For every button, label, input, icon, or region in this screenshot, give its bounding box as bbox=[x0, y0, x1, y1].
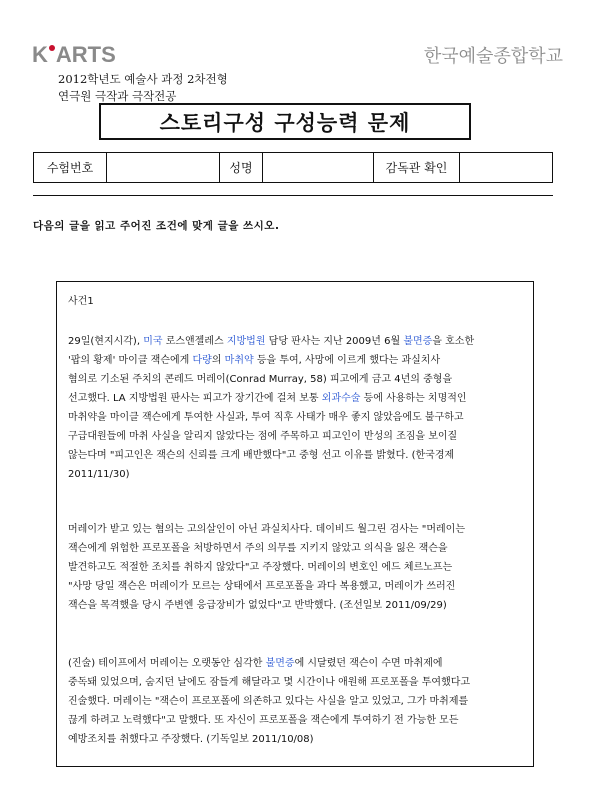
passage-line: "사망 당일 잭슨은 머레이가 모르는 상태에서 프로포폴을 과다 복용했고, 머레이가 쓰러진 bbox=[68, 581, 456, 592]
passage-line: '팝의 황제' 마이클 잭슨에게 다량의 마취약 등을 투여, 사망에 이르게 했다는 과실치사 bbox=[68, 355, 441, 366]
exam-description: 2012학년도 예술사 과정 2차전형 bbox=[58, 72, 228, 86]
passage-line: 2011/11/30) bbox=[68, 469, 130, 480]
passage-line: 발견하고도 적절한 조치를 취하지 않았다"고 주장했다. 머레이의 변호인 에드 체르노프는 bbox=[68, 562, 453, 573]
passage-line: 잭슨을 목격했을 당시 주변엔 응급장비가 없었다"고 반박했다. (조선일보 2011/09/29) bbox=[68, 600, 447, 611]
passage-line: 진술했다. 머레이는 "잭슨이 프로포폴에 의존하고 있다는 사실을 알고 있었고, 그가 마취제를 bbox=[68, 696, 469, 707]
title-box bbox=[99, 103, 471, 140]
passage-line: 예방조치를 취했다고 주장했다. (기독일보 2011/10/08) bbox=[68, 734, 314, 745]
kart-logo bbox=[32, 42, 116, 68]
divider bbox=[33, 195, 553, 196]
passage-line: 마취약을 마이클 잭슨에게 투여한 사실과, 투여 직후 사태가 매우 좋지 않았음에도 불구하고 bbox=[68, 412, 464, 423]
name-label: 성명 bbox=[220, 153, 263, 183]
link-large-amount[interactable]: 다량 bbox=[192, 355, 212, 366]
passage-line: 끊게 하려고 노력했다"고 말했다. 또 자신이 프로포폴을 잭슨에게 투여하기 전 가능한 모든 bbox=[68, 715, 459, 726]
logo-arts-text: ARTS bbox=[55, 42, 116, 67]
exam-number-label: 수험번호 bbox=[34, 153, 107, 183]
link-district-court[interactable]: 지방법원 bbox=[226, 336, 266, 347]
link-usa[interactable]: 미국 bbox=[143, 336, 163, 347]
logo-k-letter: K bbox=[32, 42, 48, 67]
exam-number-field[interactable] bbox=[107, 153, 220, 183]
proctor-label: 감독관 확인 bbox=[374, 153, 460, 183]
passage-line: 머레이가 받고 있는 혐의는 고의살인이 아닌 과실치사다. 데이비드 월그린 검사는 "머레이는 bbox=[68, 524, 465, 535]
link-anesthetic[interactable]: 마취약 bbox=[224, 355, 254, 366]
applicant-info-table bbox=[33, 152, 553, 183]
passage-line: 선고했다. LA 지방법원 판사는 피고가 장기간에 걸쳐 보통 외과수술 등에 사용하는 치명적인 bbox=[68, 393, 467, 404]
passage-line: 잭슨에게 위험한 프로포폴을 처방하면서 주의 의무를 지키지 않았고 의식을 잃은 잭슨을 bbox=[68, 543, 448, 554]
name-field[interactable] bbox=[263, 153, 374, 183]
passage-line: 혐의로 기소된 주치의 콘레드 머레이(Conrad Murray, 58) 피고에게 금고 4년의 중형을 bbox=[68, 374, 453, 385]
link-surgery[interactable]: 외과수술 bbox=[321, 393, 361, 404]
passage-line: 29일(현지시각), 미국 로스앤젤레스 지방법원 담당 판사는 지난 2009년 6월 불면증을 호소한 bbox=[68, 336, 475, 347]
instruction-text: 다음의 글을 읽고 주어진 조건에 맞게 글을 쓰시오. bbox=[33, 220, 280, 232]
page-title: 스토리구성 구성능력 문제 bbox=[159, 110, 411, 135]
passage-line: 중독돼 있었으며, 숨지던 날에도 잠들게 해달라고 몇 시간이나 애원해 프로포폴을 투여했다고 bbox=[68, 677, 471, 688]
school-name: 한국예술종합학교 bbox=[423, 46, 563, 67]
proctor-field[interactable] bbox=[460, 153, 553, 183]
link-insomnia[interactable]: 불면증 bbox=[403, 336, 433, 347]
passage-line: (진술) 테이프에서 머레이는 오랫동안 심각한 불면증에 시달렸던 잭슨이 수면 마취제에 bbox=[68, 658, 443, 669]
logo-dot-icon bbox=[49, 45, 55, 51]
passage-line: 않는다며 "피고인은 잭슨의 신뢰를 크게 배반했다"고 중형 선고 이유를 밝혔다. (한국경제 bbox=[68, 450, 455, 461]
department-description: 연극원 극작과 극작전공 bbox=[58, 89, 177, 103]
passage-line: 구급대원들에 마취 사실을 알리지 않았다는 점에 주목하고 피고인이 반성의 조짐을 보이질 bbox=[68, 431, 458, 442]
case-title: 사건1 bbox=[68, 296, 94, 307]
link-insomnia-2[interactable]: 불면증 bbox=[265, 658, 295, 669]
